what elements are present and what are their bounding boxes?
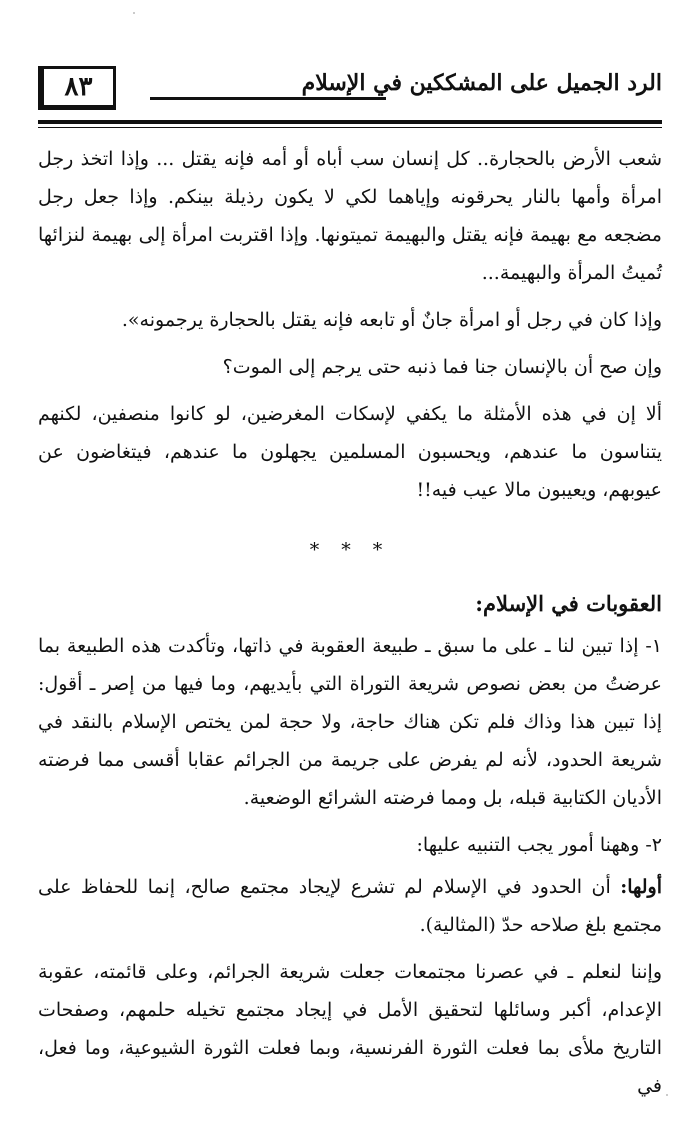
list-item-2-text: وههنا أمور يجب التنبيه عليها: xyxy=(416,834,640,856)
section-separator: * * * xyxy=(309,539,391,561)
first-point-label: أولها: xyxy=(620,876,662,898)
list-item-1-text: إذا تبين لنا ـ على ما سبق ـ طبيعة العقوبة في ذاتها، وتأكدت هذه الطبيعة بما عرضتُ من بعض نصوص شريعة التوراة التي بأيديهم، وما فيها من إصر ـ أقول: إذا تبين هذا وذاك فلم تكن هناك حاجة، ولا حجة لمن يختص الإسلام بالنقد في شريعة الحدود، لأنه لم يفرض على جريمة من الجرائم عقابا أقسى مما فرضته الأديان الكتابية قبله، بل ومما فرضته الشرائع الوضعية. xyxy=(38,635,662,809)
header-double-rule-thick xyxy=(38,120,662,124)
paragraph-quote-continuation: شعب الأرض بالحجارة.. كل إنسان سب أباه أو أمه فإنه يقتل ... وإذا اتخذ رجل امرأة وأمها بالنار يحرقونه وإياهما لكي لا يكون رذيلة بينكم. وإذا جعل رجل مضجعه مع بهيمة فإنه يقتل والبهيمة تميتونها. وإذا اقتربت امرأة إلى بهيمة لنزائها تُميتُ المرأة والبهيمة... xyxy=(38,148,662,284)
running-title: الرد الجميل على المشككين في الإسلام xyxy=(301,70,662,96)
page-body xyxy=(38,140,662,1114)
first-point-text: أن الحدود في الإسلام لم تشرع لإيجاد مجتمع صالح، إنما للحفاظ على مجتمع بلغ صلاحه حدّ (المثالية). xyxy=(38,876,662,936)
page-header xyxy=(38,66,662,116)
list-item-2 xyxy=(38,826,662,864)
scan-speck-bottom xyxy=(666,1094,668,1096)
header-double-rule-thin xyxy=(38,127,662,128)
first-point xyxy=(38,868,662,944)
section-heading: العقوبات في الإسلام: xyxy=(475,591,662,616)
list-item-1-number: ١- xyxy=(645,635,662,657)
scan-speck xyxy=(133,12,135,14)
paragraph-conclusion: ألا إن في هذه الأمثلة ما يكفي لإسكات المغرضين، لو كانوا منصفين، لكنهم يتناسون ما عندهم، ويحسبون المسلمين يجهلون ما عندهم، فيتغاضون عن عيوبهم، ويعيبون مالا عيب فيه!! xyxy=(38,403,662,501)
page-number: ٨٣ xyxy=(64,72,93,102)
paragraph-final: وإننا لنعلم ـ في عصرنا مجتمعات جعلت شريعة الجرائم، وعلى قائمته، عقوبة الإعدام، أكبر وسائلها لتحقيق الأمل في إيجاد مجتمع تخيله حلمهم، وصفحات التاريخ ملأى بما فعلت الثورة الفرنسية، وبما فعلت الثورة الشيوعية، وما فعل، في xyxy=(38,961,662,1097)
header-rule xyxy=(150,97,386,100)
paragraph-question: وإن صح أن بالإنسان جنا فما ذنبه حتى يرجم إلى الموت؟ xyxy=(222,356,662,378)
list-item-2-number: ٢- xyxy=(645,834,662,856)
page-number-box xyxy=(38,66,116,110)
list-item-1 xyxy=(38,627,662,817)
paragraph-quote-end: وإذا كان في رجل أو امرأة جانٌ أو تابعه فإنه يقتل بالحجارة يرجمونه». xyxy=(121,309,662,331)
